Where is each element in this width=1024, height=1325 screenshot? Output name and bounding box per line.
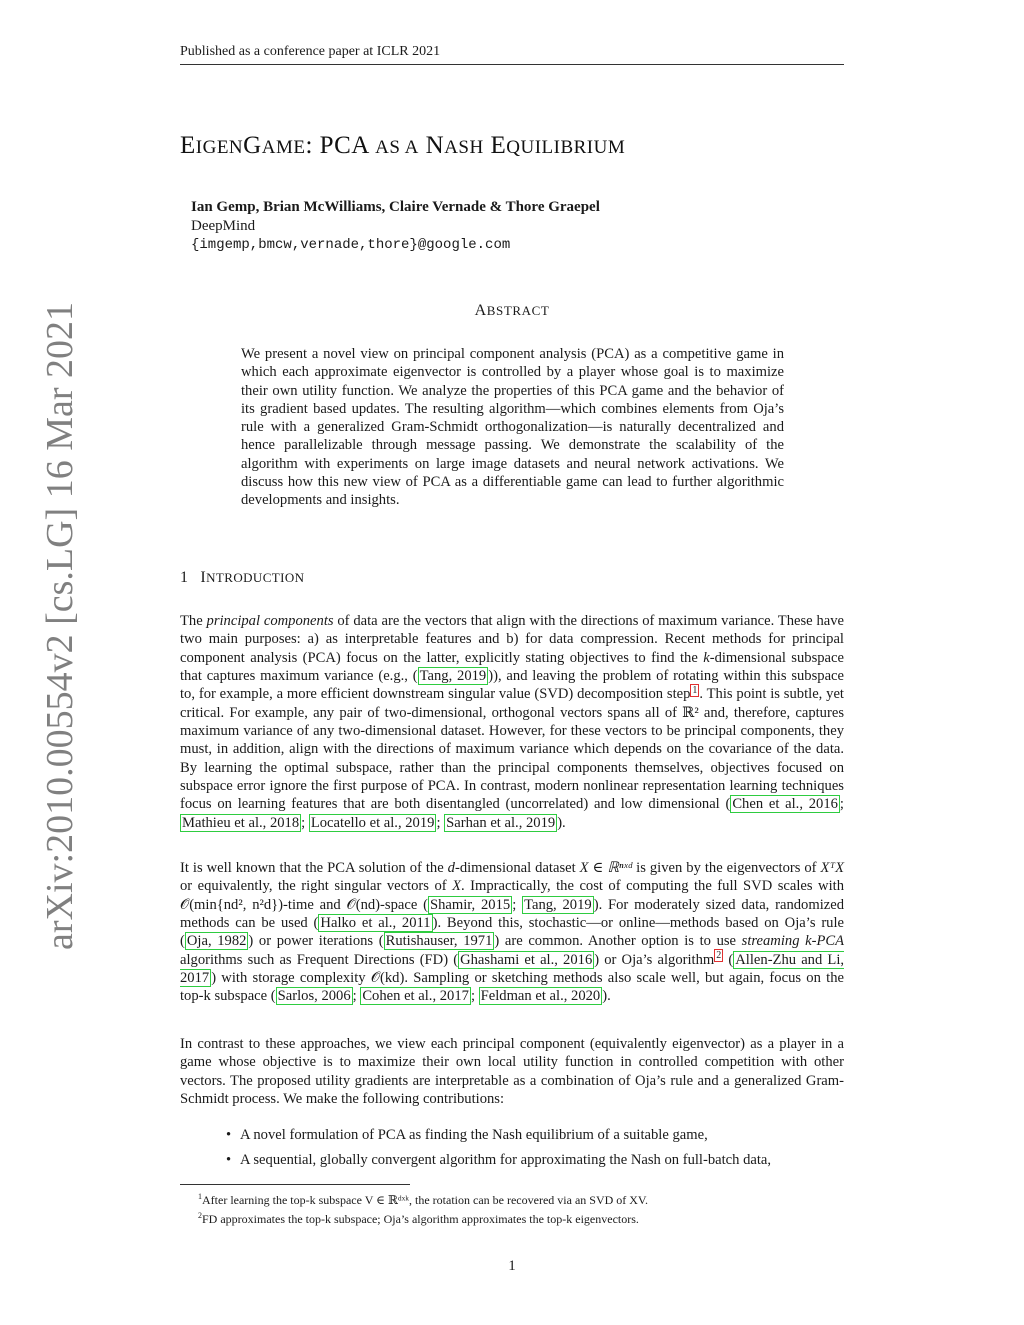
citation-link[interactable]: Tang, 2019 xyxy=(524,896,592,913)
citation-link[interactable]: Sarhan et al., 2019 xyxy=(446,814,556,831)
abstract-text: We present a novel view on principal component analysis (PCA) as a competitive game in which each approximate eigenvector is controlled by a player whose goal is to maximize their own utility function. We analyze the properties of this PCA game and the behavior of its gradient based updates. The resulting algorithm—which combines elements from Oja’s rule with a generalized Gram-Schmidt orthogonalization—is naturally decentralized and hence parallelizable through message passing. We demonstrate the scalability of the algorithm with experiments on large image datasets and neural network activations. We discuss how this new view of PCA as a differentiable game can lead to further algorithmic developments and insights. xyxy=(241,346,784,509)
author-emails: {imgemp,bmcw,vernade,thore}@google.com xyxy=(191,237,511,253)
footnote-1: $^1$After learning the top-k subspace V ∈ ℝᵈˣᵏ, the rotation can be recovered via an SVD of XV. xyxy=(198,1192,649,1207)
paper-title: EIGENGAME: PCA AS A NASH EQUILIBRIUM xyxy=(180,132,626,159)
author-names: Ian Gemp, Brian McWilliams, Claire Vernade & Thore Graepel xyxy=(191,199,600,215)
footnote-divider xyxy=(180,1184,410,1185)
arxiv-identifier-stamp[interactable]: arXiv:2010.00554v2 [cs.LG] 16 Mar 2021 xyxy=(39,301,81,950)
citation-link[interactable]: Chen et al., 2016 xyxy=(732,796,838,813)
citation-link[interactable]: Rutishauser, 1971 xyxy=(385,933,493,950)
citation-link[interactable]: Ghashami et al., 2016 xyxy=(460,951,593,968)
bullet-icon: • xyxy=(226,1152,232,1168)
list-item: • A sequential, globally convergent algorithm for approximating the Nash on full-batch data, xyxy=(226,1152,772,1168)
list-item: • A novel formulation of PCA as finding the Nash equilibrium of a suitable game, xyxy=(226,1127,708,1143)
intro-paragraph-3: In contrast to these approaches, we view each principal component (equivalently eigenvector) as a player in a game whose objective is to maximize their own local utility function in controlled competition with other vectors. The proposed utility gradients are interpretable as a combination of Oja’s rule and a generalized Gram-Schmidt process. We make the following contributions: xyxy=(180,1036,844,1108)
citation-link[interactable]: Sarlos, 2006 xyxy=(277,988,351,1005)
footnote-ref-1[interactable]: 1 xyxy=(692,684,698,696)
citation-link[interactable]: Cohen et al., 2017 xyxy=(362,988,469,1005)
author-block xyxy=(191,198,600,255)
citation-link[interactable]: Feldman et al., 2020 xyxy=(480,988,601,1005)
citation-link[interactable]: Locatello et al., 2019 xyxy=(310,814,435,831)
citation-link[interactable]: Shamir, 2015 xyxy=(429,896,511,913)
section-heading-introduction: 1 INTRODUCTION xyxy=(180,569,305,586)
footnote-ref-2[interactable]: 2 xyxy=(716,949,722,961)
citation-link[interactable]: Halko et al., 2011 xyxy=(320,915,431,932)
intro-paragraph-1: The principal components of data are the vectors that align with the directions of maximum variance. These have two main purposes: a) as interpretable features and b) for data compression. Recent methods for principal component analysis (PCA) focus on the latter, explicitly stating objectives to find the k-dimensional subspace that captures maximum variance (e.g., ( Tang, 2019 )), and leaving the problem of rotating within this subspace to, for example, a more efficient downstream singular value (SVD) decomposition step $^1$ . This point is subtle, yet critical. For example, any pair of two-dimensional, orthogonal vectors spans all of ℝ² and, therefore, captures maximum variance of any two-dimensional dataset. However, for these vectors to be principal components, they must, in addition, align with the directions of maximum variance which depends on the covariance of the data. By learning the optimal subspace, rather than the principal components themselves, objectives focused on subspace error ignore the first purpose of PCA. In contrast, modern nonlinear representation learning techniques focus on learning features that are both disentangled (uncorrelated) and low dimensional ( Chen et al., 2016 ; Mathieu et al., 2018 ; Locatello et al., 2019 ; Sarhan et al., 2019 ). xyxy=(180,613,845,831)
citation-link[interactable]: Mathieu et al., 2018 xyxy=(182,814,300,831)
page-number: 1 xyxy=(508,1258,516,1274)
citation-link[interactable]: Oja, 1982 xyxy=(186,933,247,950)
bullet-icon: • xyxy=(226,1127,232,1143)
citation-link[interactable]: Allen-Zhu and Li, 2017 xyxy=(180,951,845,987)
footnotes xyxy=(198,1189,838,1227)
running-header: Published as a conference paper at ICLR 2021 xyxy=(180,44,844,65)
intro-paragraph-2: It is well known that the PCA solution of the d-dimensional dataset X ∈ ℝⁿˣᵈ is given by the eigenvectors of XᵀX or equivalently, the right singular vectors of X. Impractically, the cost of computing the full SVD scales with 𝒪(min{nd², n²d})-time and 𝒪(nd)-space ( Shamir, 2015 ; Tang, 2019 ). For moderately sized data, randomized methods can be used ( Halko et al., 2011 ). Beyond this, stochastic—or online—methods based on Oja’s rule ( Oja, 1982 ) or power iterations ( Rutishauser, 1971 ) are common. Another option is to use streaming k-PCA algorithms such as Frequent Directions (FD) ( Ghashami et al., 2016 ) or Oja’s algorithm $^2$ ( Allen-Zhu and Li, 2017 ) with storage complexity 𝒪(kd). Sampling or sketching methods also scale well, but again, focus on the top-k subspace ( Sarlos, 2006 ; Cohen et al., 2017 ; Feldman et al., 2020 ). xyxy=(180,860,845,1005)
citation-link[interactable]: Tang, 2019 xyxy=(419,668,487,685)
footnote-2: $^2$FD approximates the top-k subspace; Oja’s algorithm approximates the top-k eigenvectors. xyxy=(198,1211,639,1226)
contributions-list xyxy=(226,1127,846,1177)
abstract-heading: ABSTRACT xyxy=(474,302,550,319)
affiliation: DeepMind xyxy=(191,218,256,234)
